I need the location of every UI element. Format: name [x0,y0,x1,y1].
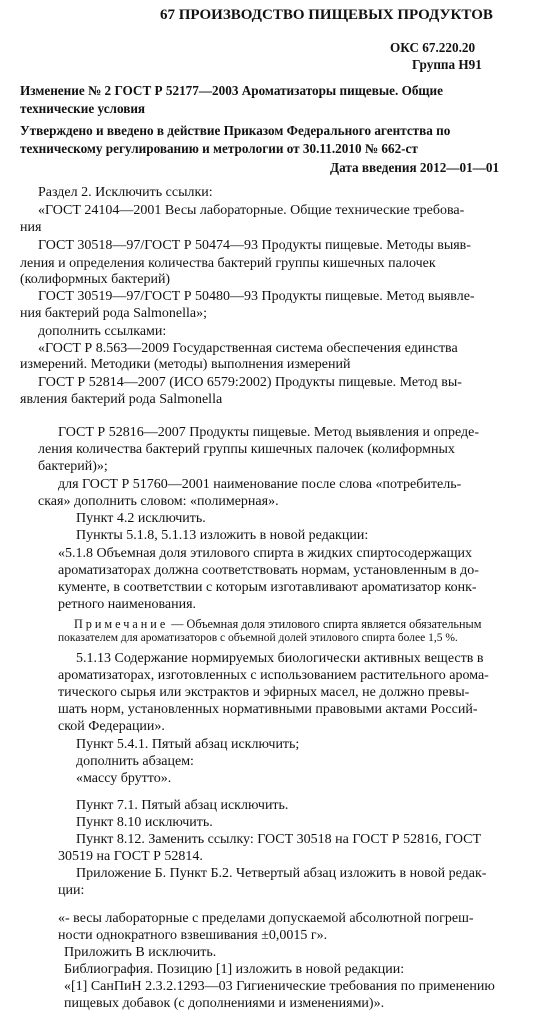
body-line: «ГОСТ Р 8.563—2009 Государственная система обеспечения единства [38,341,458,356]
body-line: ния [20,220,42,235]
body-line: Библиография. Позицию [1] изложить в новой редакции: [64,962,405,977]
group-code: Группа Н91 [412,57,482,72]
body-line: ская» дополнить словом: «полимерная». [38,494,279,509]
body-line: Пункты 5.1.8, 5.1.13 изложить в новой редакции: [76,528,369,543]
note-label-text: Примечание [74,617,169,631]
body-line: «- весы лабораторные с пределами допускаемой абсолютной погреш- [58,911,474,926]
body-line: ГОСТ Р 52816—2007 Продукты пищевые. Метод выявления и опреде- [58,425,480,440]
body-line: ления и определения количества бактерий группы кишечных палочек [20,256,436,271]
body-line: «ГОСТ 24104—2001 Весы лабораторные. Общие технические требова- [38,203,465,218]
body-line: 30519 на ГОСТ Р 52814. [58,849,203,864]
body-line: ления количества бактерий группы кишечных палочек (колиформных [38,442,455,457]
body-line: кументе, в соответствии с которым изготавливают ароматизатор конк- [58,580,477,595]
body-line: шать норм, установленных нормативными правовыми актами Россий- [58,702,478,717]
body-line: ароматизаторах, изготовленных с использованием растительного арома- [58,668,489,683]
body-line: ции: [58,883,85,898]
section-title: 67 ПРОИЗВОДСТВО ПИЩЕВЫХ ПРОДУКТОВ [160,7,493,23]
body-line: Пункт 4.2 исключить. [76,511,206,526]
body-line: ской Федерации». [58,719,165,734]
body-line: «5.1.8 Объемная доля этилового спирта в жидких спиртосодержащих [58,546,473,561]
body-line: ароматизаторах должна соответствовать нормам, установленным в до- [58,563,479,578]
body-line: 5.1.13 Содержание нормируемых биологически активных веществ в [76,651,484,666]
body-line: пищевых добавок (с дополнениями и изменениями)». [64,996,385,1011]
body-line: ности однократного взвешивания ±0,0015 г». [58,928,328,943]
body-line: Пункт 5.4.1. Пятый абзац исключить; [76,737,300,752]
body-line: тического сырья или экстрактов и эфирных масел, не должно превы- [58,685,470,700]
body-line: «массу брутто». [76,771,172,786]
effective-date: Дата введения 2012—01—01 [330,160,500,175]
note-text: — Объемная доля этилового спирта является обязательным [171,617,482,631]
amendment-title-line-2: технические условия [20,101,146,116]
body-line: измерений. Методики (методы) выполнения измерений [20,357,351,372]
body-line: ГОСТ 30519—97/ГОСТ Р 50480—93 Продукты пищевые. Метод выявле- [38,289,475,304]
body-line: Пункт 7.1. Пятый абзац исключить. [76,798,289,813]
body-line: бактерий)»; [38,459,108,474]
note-label [74,617,481,632]
body-line: дополнить абзацем: [76,754,194,769]
approval-line-1: Утверждено и введено в действие Приказом Федерального агентства по [20,123,451,138]
amendment-title-line-1: Изменение № 2 ГОСТ Р 52177—2003 Ароматизаторы пищевые. Общие [20,83,444,98]
approval-line-2: техническому регулированию и метрологии от 30.11.2010 № 662-ст [20,141,418,156]
body-line: ГОСТ 30518—97/ГОСТ Р 50474—93 Продукты пищевые. Методы выяв- [38,238,471,253]
body-line: показателем для ароматизаторов с объемной долей этилового спирта более 1,5 %. [58,632,458,644]
body-line: Раздел 2. Исключить ссылки: [38,185,213,200]
oks-code: ОКС 67.220.20 [390,40,476,55]
body-line: ГОСТ Р 52814—2007 (ИСО 6579:2002) Продукты пищевые. Метод вы- [38,375,462,390]
body-line: «[1] СанПиН 2.3.2.1293—03 Гигиенические требования по применению [64,979,495,994]
body-line: дополнить ссылками: [38,324,167,339]
body-line: Приложение Б. Пункт Б.2. Четвертый абзац изложить в новой редак- [76,866,487,881]
body-line: Пункт 8.10 исключить. [76,815,213,830]
body-line: для ГОСТ Р 51760—2001 наименование после слова «потребитель- [58,477,462,492]
body-line: ретного наименования. [58,597,197,612]
body-line: Пункт 8.12. Заменить ссылку: ГОСТ 30518 на ГОСТ Р 52816, ГОСТ [76,832,481,847]
body-line: (колиформных бактерий) [20,272,171,287]
body-line: ния бактерий рода Salmonella»; [20,306,208,321]
body-line: явления бактерий рода Salmonella [20,392,223,407]
body-line: Приложить В исключить. [64,945,217,960]
